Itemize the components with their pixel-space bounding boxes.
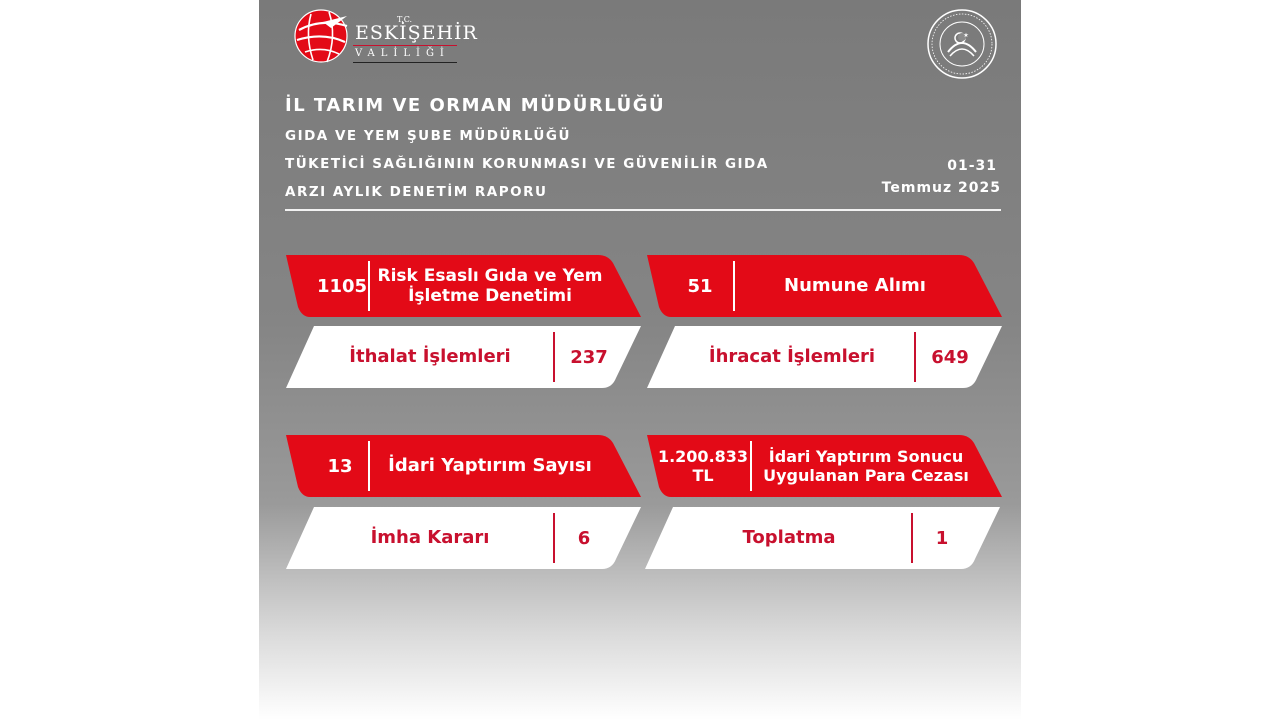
card-separator bbox=[368, 441, 370, 491]
risk-denetim-card bbox=[286, 255, 641, 317]
numune-label: Numune Alımı bbox=[784, 275, 926, 297]
para-cezasi-value bbox=[657, 435, 749, 497]
card-separator bbox=[911, 513, 913, 563]
ihracat-card bbox=[647, 326, 1002, 388]
globe-logo-icon bbox=[293, 8, 349, 64]
period-month: Temmuz 2025 bbox=[881, 180, 1001, 196]
para-cezasi-card bbox=[647, 435, 1002, 497]
logo-sub-text: VALİLİĞİ bbox=[355, 48, 450, 59]
idari-sayi-value: 13 bbox=[327, 455, 353, 477]
ithalat-label: İthalat İşlemleri bbox=[349, 346, 511, 368]
card-separator bbox=[733, 261, 735, 311]
para-cezasi-amount: 1.200.833 bbox=[657, 446, 749, 466]
toplatma-label: Toplatma bbox=[742, 527, 836, 549]
ministry-seal-icon bbox=[926, 8, 998, 80]
risk-label-line-1: Risk Esaslı Gıda ve Yem bbox=[377, 265, 603, 286]
idari-sayi-label: İdari Yaptırım Sayısı bbox=[388, 455, 592, 477]
header-line-3: TÜKETİCİ SAĞLIĞININ KORUNMASI VE GÜVENİLİR GIDA bbox=[285, 156, 769, 172]
card-separator bbox=[553, 332, 555, 382]
header-line-2: GIDA VE YEM ŞUBE MÜDÜRLÜĞÜ bbox=[285, 128, 571, 144]
card-separator bbox=[914, 332, 916, 382]
toplatma-value: 1 bbox=[935, 527, 949, 549]
card-separator bbox=[368, 261, 370, 311]
eskisehir-valiligi-logo bbox=[293, 8, 478, 66]
ihracat-value: 649 bbox=[931, 346, 969, 368]
ithalat-card bbox=[286, 326, 641, 388]
imha-label: İmha Kararı bbox=[370, 527, 490, 549]
toplatma-card bbox=[645, 507, 1000, 569]
numune-value: 51 bbox=[687, 275, 713, 297]
header-divider bbox=[285, 209, 1001, 211]
logo-divider bbox=[353, 45, 457, 46]
numune-alimi-card bbox=[647, 255, 1002, 317]
ithalat-value: 237 bbox=[570, 346, 608, 368]
logo-underline bbox=[353, 62, 457, 63]
header-line-1: İL TARIM VE ORMAN MÜDÜRLÜĞÜ bbox=[285, 95, 666, 116]
imha-karari-card bbox=[286, 507, 641, 569]
logo-name-text: ESKİŞEHİR bbox=[355, 22, 478, 44]
para-cezasi-label-line-1: İdari Yaptırım Sonucu bbox=[768, 446, 964, 466]
idari-yaptirim-sayisi-card bbox=[286, 435, 641, 497]
imha-value: 6 bbox=[577, 527, 591, 549]
report-poster bbox=[259, 0, 1021, 720]
header-line-4: ARZI AYLIK DENETİM RAPORU bbox=[285, 184, 548, 200]
risk-label-line-2: İşletme Denetimi bbox=[408, 286, 572, 306]
logo-tc-text: T.C. bbox=[397, 15, 413, 24]
risk-value: 1105 bbox=[316, 275, 368, 297]
card-separator bbox=[553, 513, 555, 563]
para-cezasi-label bbox=[755, 435, 977, 497]
para-cezasi-label-line-2: Uygulanan Para Cezası bbox=[763, 466, 969, 485]
card-separator bbox=[750, 441, 752, 491]
para-cezasi-currency: TL bbox=[692, 466, 714, 485]
ihracat-label: İhracat İşlemleri bbox=[708, 346, 876, 368]
period-range: 01-31 bbox=[947, 158, 997, 174]
risk-label bbox=[374, 255, 606, 317]
